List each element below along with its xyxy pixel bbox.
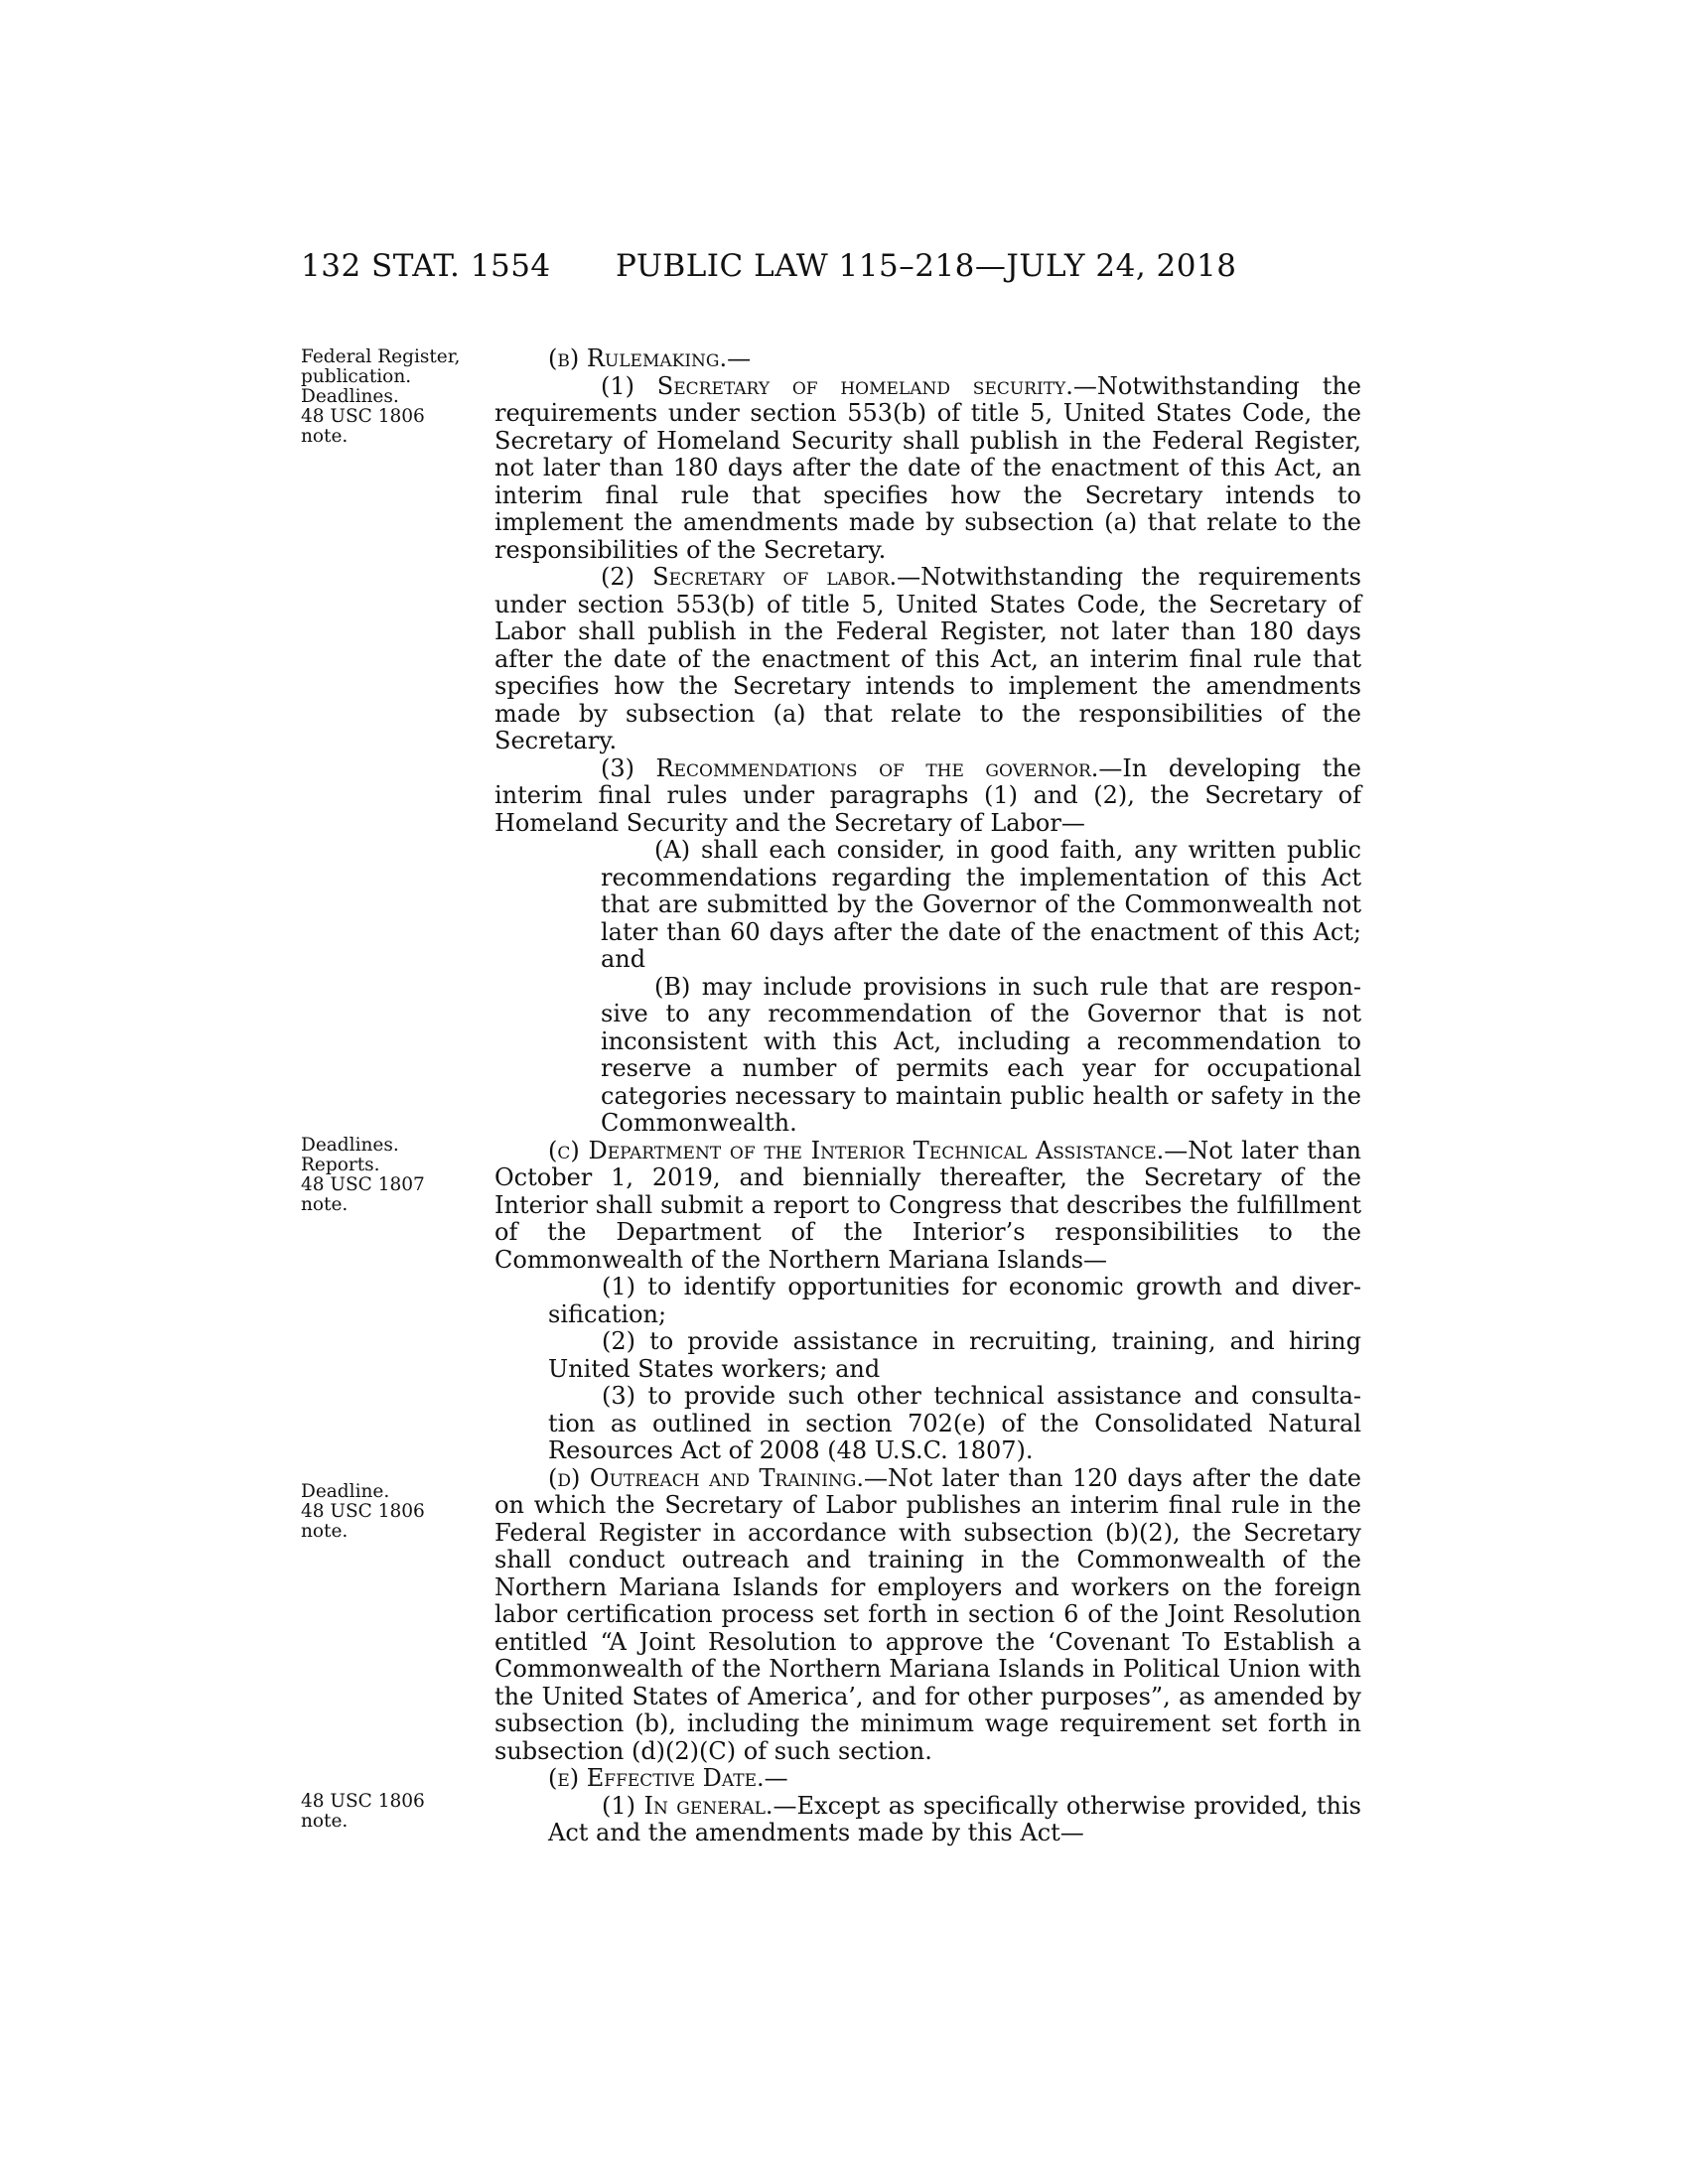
statute-body bbox=[494, 345, 1361, 1847]
margin-note-interior-report: Deadlines. Reports. 48 USC 1807 note. bbox=[301, 1135, 425, 1215]
paragraph-b3: (3) Recommendations of the governor.—In developing the interim final rules under paragraphs (1) and (2), the Secretary of Homeland Security and the Secretary of Labor— bbox=[494, 753, 1362, 837]
page-header bbox=[0, 248, 1688, 288]
paragraph-c1: (1) to identify opportunities for economic growth and diversification; bbox=[548, 1273, 1361, 1328]
margin-note-rulemaking: Federal Register, publication. Deadlines. 48 USC 1806 note. bbox=[301, 346, 461, 447]
subsection-e-heading: (e) Effective Date.— bbox=[548, 1764, 788, 1792]
paragraph-e1: (1) In general.—Except as specifically otherwise provided, this Act and the amendments made by this Act— bbox=[548, 1791, 1361, 1846]
subparagraph-b3A: (A) shall each consider, in good faith, any written public recommendations regarding the implementation of this Act that are submitted by the Governor of the Commonwealth not later than 60 days after the date of the enactment of this Act; and bbox=[601, 836, 1361, 973]
paragraph-b2: (2) Secretary of labor.—Notwithstanding the requirements under section 553(b) of title 5, United States Code, the Secretary of Labor shall publish in the Federal Register, not later than 180 days after the date of the enactment of this Act, an interim final rule that specifies how the Secretary intends to implement the amendments made by subsection (a) that relate to the responsibilities of the Secretary. bbox=[494, 563, 1361, 754]
paragraph-b1: (1) Secretary of homeland security.—Notwithstanding the requirements under section 553(b) of title 5, United States Code, the Secretary of Homeland Security shall publish in the Federal Register, not later than 180 days after the date of the enactment of this Act, an interim final rule that specifies how the Secretary intends to implement the amendments made by subsection (a) that relate to the responsibilities of the Secretary. bbox=[494, 371, 1362, 564]
margin-note-outreach: Deadline. 48 USC 1806 note. bbox=[301, 1481, 425, 1542]
running-title: PUBLIC LAW 115–218—JULY 24, 2018 bbox=[616, 248, 1237, 284]
paragraph-c2: (2) to provide assistance in recruiting, training, and hiring United States workers; and bbox=[548, 1327, 1361, 1383]
margin-note-effective-date: 48 USC 1806 note. bbox=[301, 1791, 425, 1832]
subsection-c: (c) Department of the Interior Technical Assistance.—Not later than October 1, 2019, and biennially thereafter, the Secretary of the Interior shall submit a report to Congress that describes the fulfillment of the Department of the Interior’s responsibilities to the Commonwealth of the Northern Mariana Islands— bbox=[494, 1136, 1361, 1274]
subsection-d: (d) Outreach and Training.—Not later than 120 days after the date on which the Secretary of Labor publishes an interim final rule in the Federal Register in accordance with subsection (b)(2), the Secretary shall conduct outreach and training in the Commonwealth of the Northern Mariana Islands for employers and workers on the foreign labor certification process set forth in section 6 of the Joint Resolution entitled “A Joint Resolution to approve the ‘Covenant To Establish a Commonwealth of the Northern Mariana Islands in Political Union with the United States of America’, and for other purposes”, as amended by subsection (b), including the minimum wage requirement set forth in subsection (d)(2)(C) of such section. bbox=[494, 1463, 1362, 1765]
subparagraph-b3B: (B) may include provisions in such rule that are responsive to any recommendation of the Governor that is not inconsistent with this Act, including a recommendation to reserve a number of permits each year for occupational categories necessary to maintain public health or safety in the Commonwealth. bbox=[601, 972, 1361, 1137]
subsection-b-heading: (b) Rulemaking.— bbox=[548, 344, 752, 372]
statute-page-number: 132 STAT. 1554 bbox=[301, 248, 551, 284]
paragraph-c3: (3) to provide such other technical assistance and consultation as outlined in section 702(e) of the Consolidated Natural Resources Act of 2008 (48 U.S.C. 1807). bbox=[548, 1382, 1361, 1464]
